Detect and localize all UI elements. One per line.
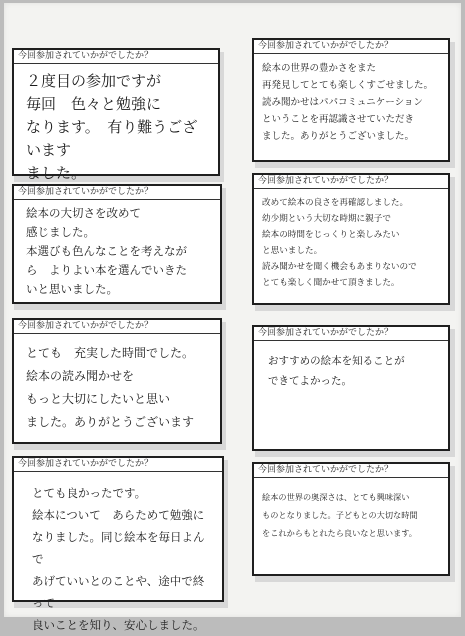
comment-text: 絵本の世界の豊かさをまた 再発見してとても楽しくすごせました。 読み聞かせはパパコミュニケーション ということを再認識させていただき ました。ありがとうございました。 bbox=[262, 63, 434, 142]
comment-card-6 bbox=[252, 325, 450, 451]
comment-card-7 bbox=[12, 456, 224, 632]
card-header: 今回参加されていかがでしたか？ bbox=[254, 175, 448, 189]
comment-text: とても 充実した時間でした。 絵本の読み聞かせを もっと大切にしたいと思い ました。ありがとうございます bbox=[26, 346, 195, 429]
comment-text: とても良かったです。 絵本について あらためて勉強に なりました。同じ絵本を毎日よんで あげていいとのことや、途中で終って 良いことを知り、安心しました。 bbox=[32, 486, 205, 632]
comment-card-2 bbox=[252, 38, 450, 162]
comment-text: おすすめの絵本を知ることが できてよかった。 bbox=[268, 355, 405, 387]
card-header: 今回参加されていかがでしたか？ bbox=[14, 320, 220, 334]
comment-card-8 bbox=[252, 462, 450, 576]
comment-card-3 bbox=[12, 184, 222, 304]
comment-text: 改めて絵本の良さを再確認しました。 幼少期という大切な時期に親子で 絵本の時間をじっくりと楽しみたい と思いました。 読み聞かせを聞く機会もあまりないので とても楽しく聞かせて頂きました。 bbox=[262, 198, 417, 288]
comment-card-1 bbox=[12, 48, 220, 182]
comment-text: ２度目の参加ですが 毎回 色々と勉強に なります。 有り難うございます ました。 bbox=[26, 72, 198, 182]
comment-text: 絵本の大切さを改めて 感じました。 本選びも色んなことを考えなが ら よりよい本を選んでいきた いと思いました。 bbox=[26, 206, 187, 296]
card-header: 今回参加されていかがでしたか？ bbox=[14, 458, 222, 472]
comment-text: 絵本の世界の奥深さは、とても興味深い ものとなりました。子どもとの大切な時間 をこれからもとれたら良いなと思います。 bbox=[262, 492, 418, 538]
card-header: 今回参加されていかがでしたか？ bbox=[254, 464, 448, 478]
comment-card-4 bbox=[252, 173, 450, 305]
card-header: 今回参加されていかがでしたか？ bbox=[14, 50, 218, 64]
card-header: 今回参加されていかがでしたか？ bbox=[254, 40, 448, 54]
card-header: 今回参加されていかがでしたか？ bbox=[254, 327, 448, 341]
comment-card-5 bbox=[12, 318, 222, 444]
card-header: 今回参加されていかがでしたか？ bbox=[14, 186, 220, 200]
